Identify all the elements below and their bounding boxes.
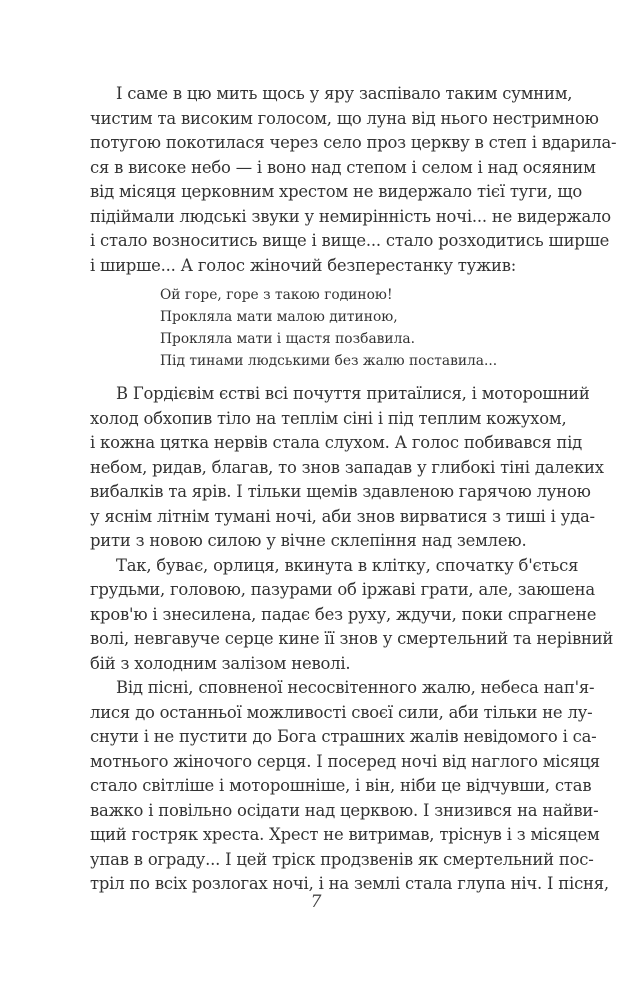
- text-line: І саме в цю мить щось у яру заспівало таким сумним,: [116, 84, 573, 103]
- text-line: грудьми, головою, пазурами об іржаві грати, але, заюшена: [90, 580, 595, 599]
- text-block: [90, 82, 617, 897]
- text-line: рити з новою силою у вічне склепіння над землею.: [90, 531, 527, 550]
- paragraph-3: [90, 554, 614, 677]
- text-line: і кожна цятка нервів стала слухом. А голос побивався під: [90, 433, 583, 452]
- text-line: і ширше... А голос жіночий безперестанку тужив:: [90, 255, 517, 275]
- text-line: підіймали людські звуки у немирінність ночі... не видержало: [90, 206, 611, 226]
- text-line: від місяця церковним хрестом не видержало тієї туги, що: [90, 182, 583, 201]
- text-line: упав в ограду... І цей тріск продзвенів як смертельний пос-: [90, 849, 594, 869]
- verse-line: Прокляла мати малою дитиною,: [160, 309, 398, 325]
- text-line: бій з холодним залізом неволі.: [90, 653, 351, 673]
- verse-line: Під тинами людськими без жалю поставила...: [160, 353, 498, 369]
- verse-line: Прокляла мати і щастя позбавила.: [160, 331, 416, 347]
- paragraph-2: [90, 382, 604, 554]
- text-line: щий гостряк хреста. Хрест не витримав, тріснув і з місяцем: [90, 825, 600, 844]
- text-line: стало світліше і моторошніше, і він, ніби це відчувши, став: [90, 776, 592, 795]
- text-line: тріл по всіх розлогах ночі, і на землі стала глупа ніч. І пісня,: [90, 874, 609, 893]
- text-line: небом, ридав, благав, то знов западав у глибокі тіні далеких: [90, 457, 604, 477]
- page-number: 7: [310, 892, 322, 912]
- text-line: кров'ю і знесилена, падає без руху, ждучи, поки спрагнене: [90, 604, 597, 624]
- text-line: потугою покотилася через село проз церкву в степ і вдарила-: [90, 133, 617, 152]
- text-line: Від пісні, сповненої несосвітенного жалю, небеса нап'я-: [116, 678, 595, 697]
- text-line: ся в високе небо — і воно над степом і селом і над осяяним: [90, 157, 596, 177]
- text-line: у яснім літнім тумані ночі, аби знов вирватися з тиші і уда-: [90, 506, 595, 526]
- text-line: і стало возноситись вище і вище... стало розходитись ширше: [90, 231, 610, 250]
- text-line: снути і не пустити до Бога страшних жалів невідомого і са-: [90, 727, 597, 746]
- text-line: холод обхопив тіло на теплім сіні і під теплим кожухом,: [90, 408, 567, 428]
- text-line: Так, буває, орлиця, вкинута в клітку, спочатку б'ється: [116, 555, 579, 575]
- text-line: лися до останньої можливості своєї сили, аби тільки не лу-: [90, 702, 593, 722]
- verse-line: Ой горе, горе з такою годиною!: [160, 287, 393, 303]
- paragraph-1: [90, 82, 617, 278]
- paragraph-4: [90, 676, 609, 897]
- text-line: чистим та високим голосом, що луна від нього нестримною: [90, 108, 599, 128]
- text-line: волі, невгавуче серце кине її знов у смертельний та нерівний: [90, 629, 614, 648]
- text-line: В Гордієвім єстві всі почуття притаїлися, і моторошний: [116, 384, 590, 403]
- verse-block: [90, 284, 540, 372]
- text-line: важко і повільно осідати над церквою. І знизився на найви-: [90, 800, 599, 820]
- text-line: вибалків та ярів. І тільки щемів здавленою гарячою луною: [90, 482, 591, 501]
- text-line: мотнього жіночого серця. І посеред ночі від наглого місяця: [90, 751, 600, 771]
